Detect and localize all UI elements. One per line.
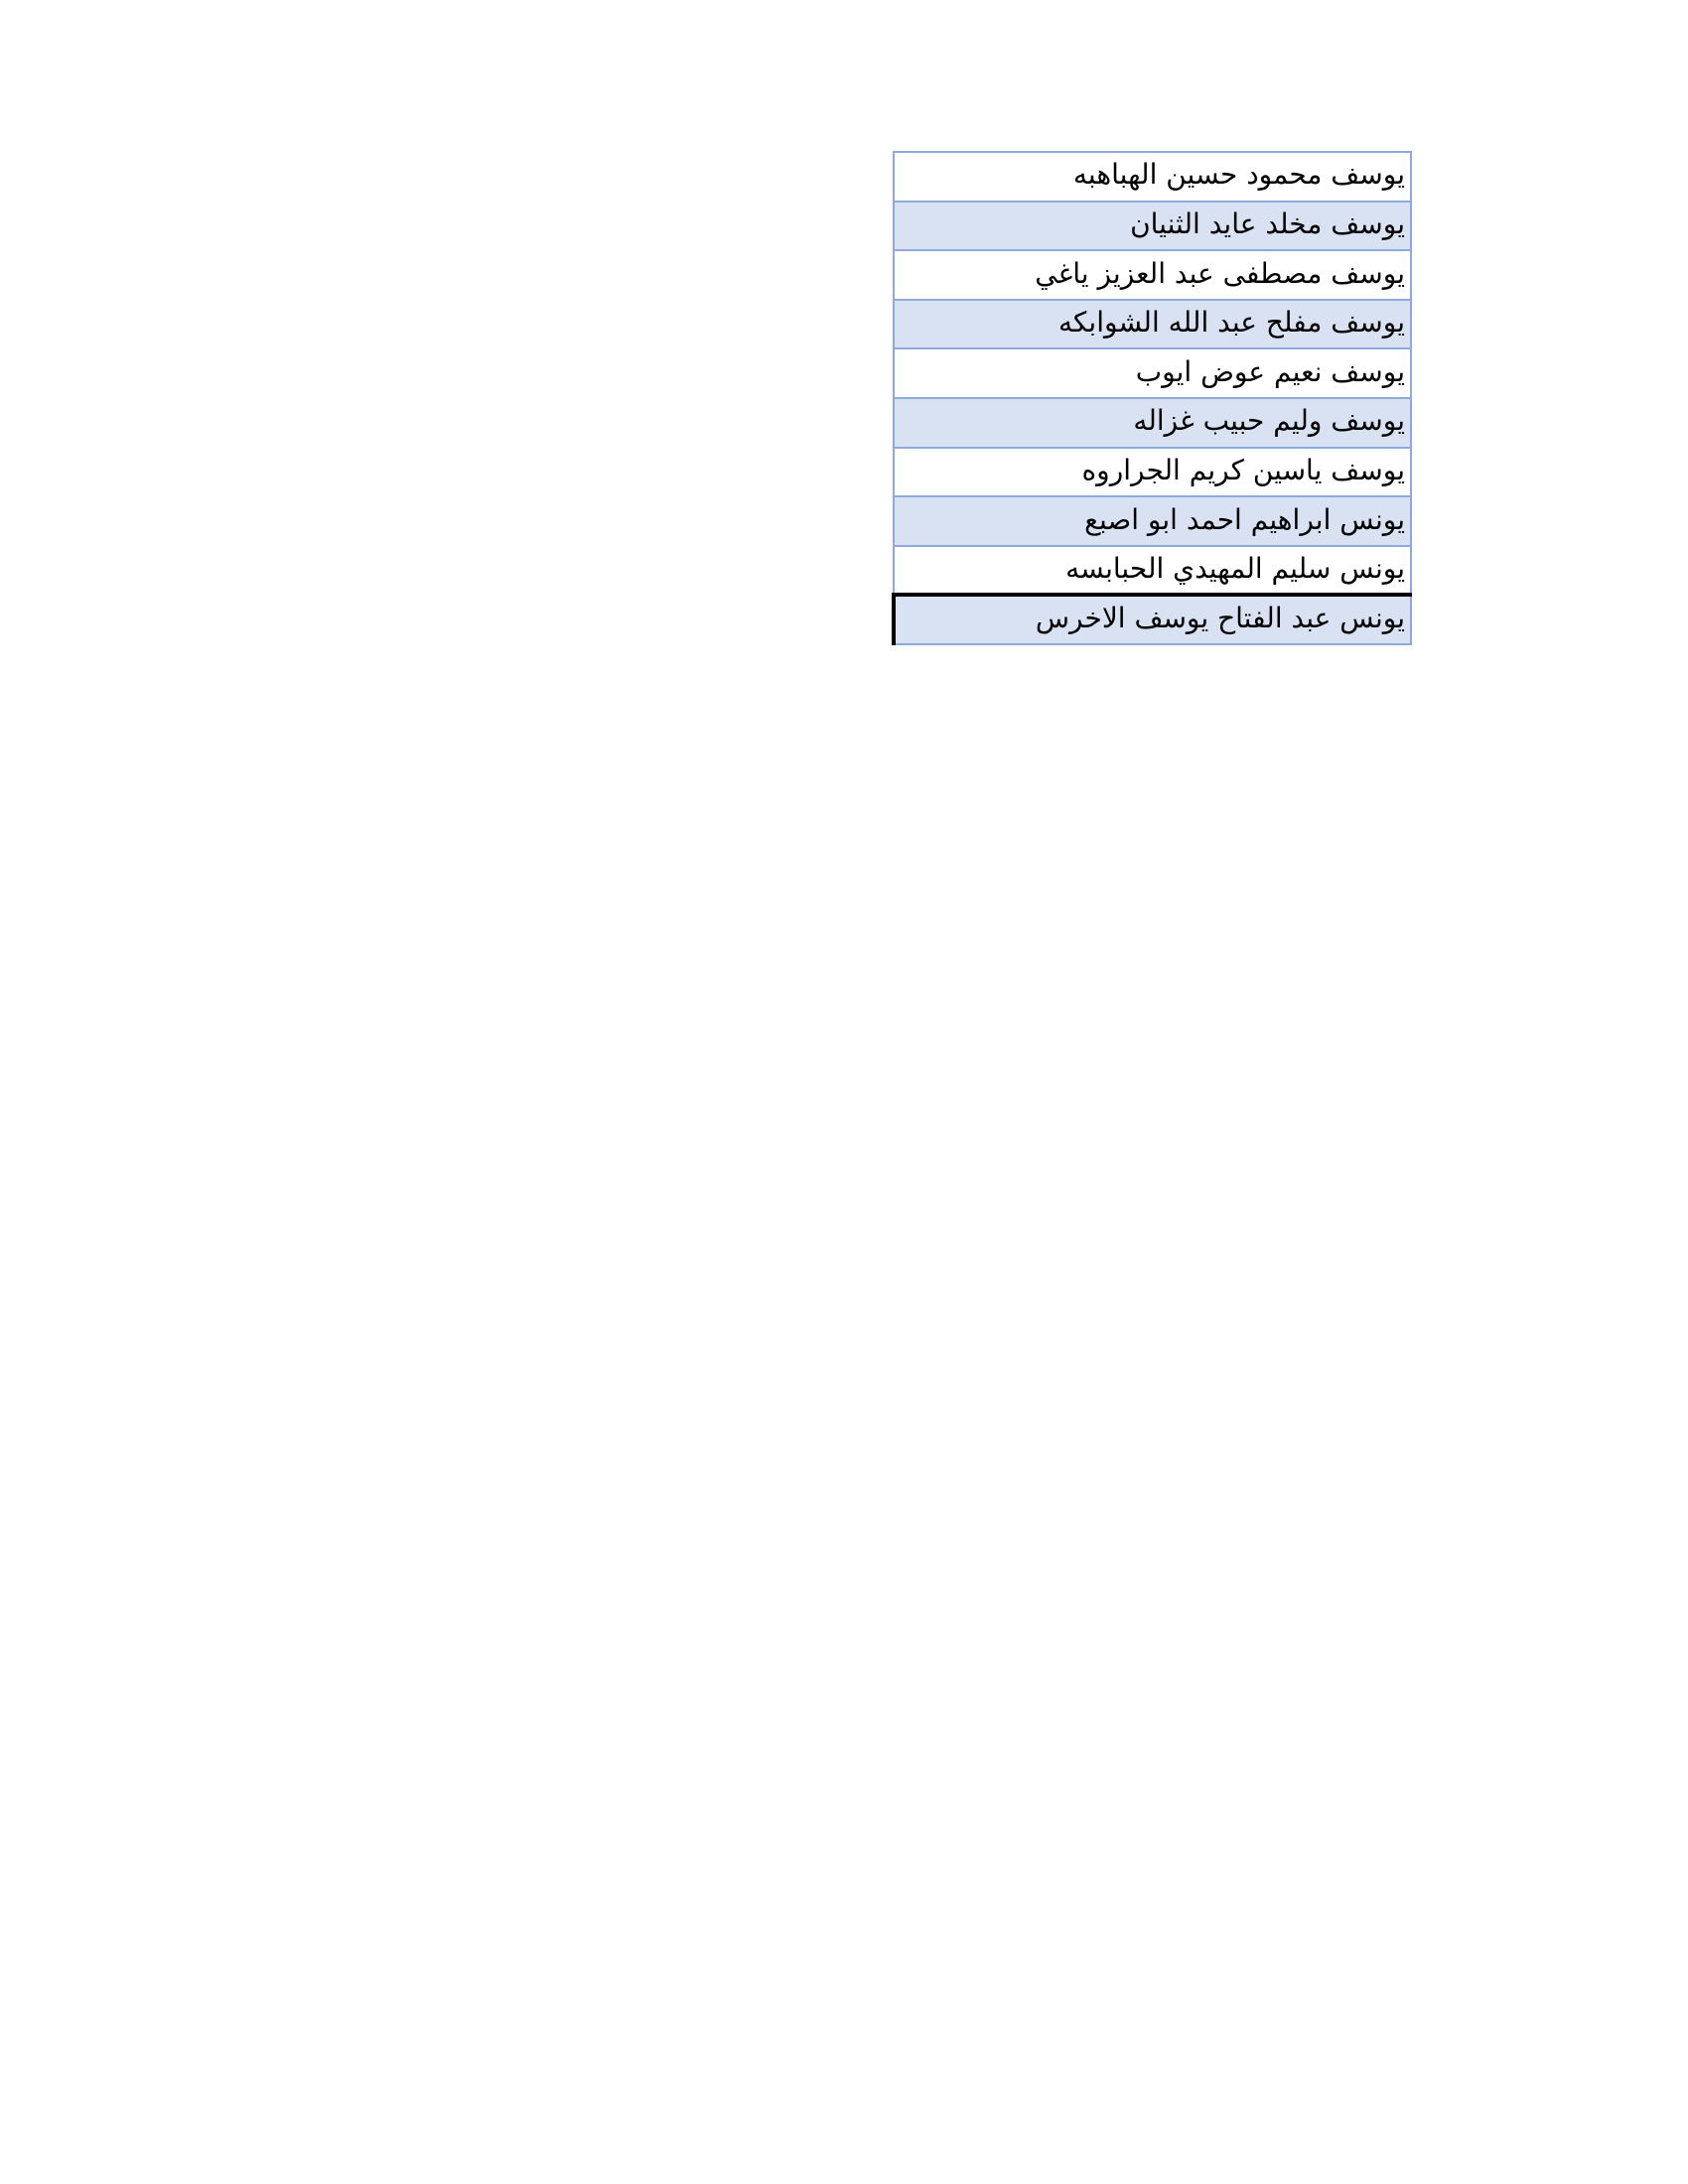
name-cell[interactable]: يوسف محمود حسين الهباهبه xyxy=(894,152,1411,202)
table-row xyxy=(894,300,1411,349)
name-cell[interactable]: يونس ابراهيم احمد ابو اصبع xyxy=(894,496,1411,546)
table-row xyxy=(894,595,1411,644)
table-row xyxy=(894,496,1411,546)
table-row xyxy=(894,202,1411,251)
name-cell[interactable]: يوسف ياسين كريم الجراروه xyxy=(894,448,1411,497)
names-table-body xyxy=(894,152,1411,644)
table-row xyxy=(894,546,1411,596)
name-cell[interactable]: يوسف مفلح عبد الله الشوابكه xyxy=(894,300,1411,349)
table-row xyxy=(894,448,1411,497)
names-table xyxy=(892,151,1412,645)
table-row xyxy=(894,348,1411,398)
table-row xyxy=(894,250,1411,300)
name-cell[interactable]: يونس عبد الفتاح يوسف الاخرس xyxy=(894,595,1411,644)
name-cell[interactable]: يونس سليم المهيدي الحبابسه xyxy=(894,546,1411,596)
name-cell[interactable]: يوسف نعيم عوض ايوب xyxy=(894,348,1411,398)
name-cell[interactable]: يوسف مخلد عايد الثنيان xyxy=(894,202,1411,251)
name-cell[interactable]: يوسف وليم حبيب غزاله xyxy=(894,398,1411,448)
table-row xyxy=(894,398,1411,448)
name-cell[interactable]: يوسف مصطفى عبد العزيز ياغي xyxy=(894,250,1411,300)
table-row xyxy=(894,152,1411,202)
